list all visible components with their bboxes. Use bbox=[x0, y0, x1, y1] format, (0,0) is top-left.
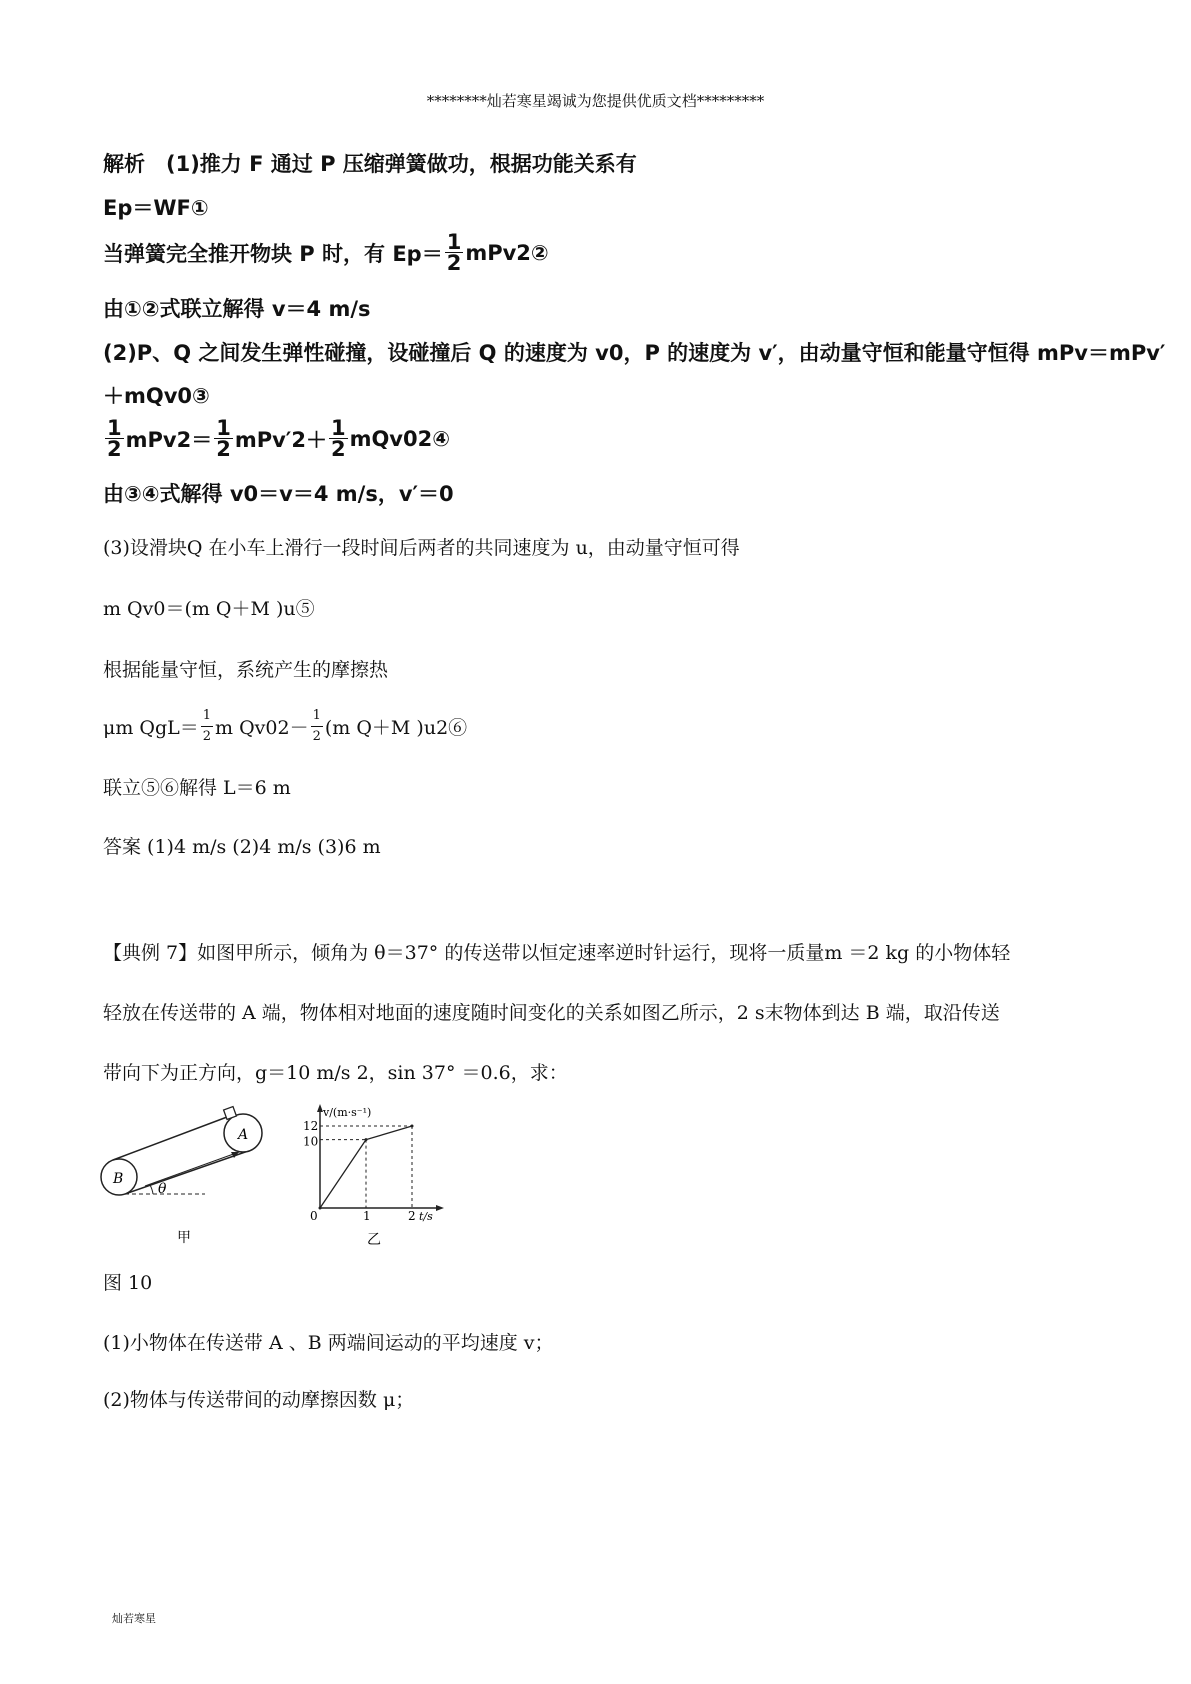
tick-label-1: 1 bbox=[363, 1209, 371, 1223]
solution-line-3 bbox=[103, 232, 549, 273]
x-axis-arrow bbox=[436, 1205, 444, 1211]
figure-number: 图 10 bbox=[103, 1272, 153, 1294]
fraction-numerator: 1 bbox=[330, 416, 346, 440]
page-footer: 灿若寒星 bbox=[112, 1612, 156, 1625]
solution-line-10: m Qv0＝(m Q＋M )u⑤ bbox=[103, 598, 315, 620]
caption-yi: 乙 bbox=[367, 1232, 381, 1248]
solution-line-3-post: mPv2② bbox=[465, 240, 549, 265]
fraction-half-e bbox=[311, 706, 323, 747]
solution-line-7-b: mPv′2＋ bbox=[234, 427, 327, 452]
solution-line-12-b: m Qv02－ bbox=[215, 717, 309, 739]
fraction-denominator: 2 bbox=[216, 437, 231, 461]
fraction-numerator: 1 bbox=[201, 706, 213, 727]
solution-line-2: Ep＝WF① bbox=[103, 196, 209, 220]
tick-label-2: 2 bbox=[408, 1209, 416, 1223]
solution-line-12-c: (m Q＋M )u2⑥ bbox=[324, 717, 468, 739]
example-line-1: 【典例 7】如图甲所示，倾角为 θ＝37° 的传送带以恒定速率逆时针运行，现将一质量m ＝2 kg 的小物体轻 bbox=[103, 942, 1011, 964]
conveyor-belt-diagram bbox=[95, 1100, 285, 1250]
solution-line-13: 联立⑤⑥解得 L＝6 m bbox=[103, 777, 291, 799]
solution-line-6: ＋mQv0③ bbox=[103, 384, 210, 408]
chart-guides bbox=[319, 1125, 414, 1210]
fraction-denominator: 2 bbox=[202, 729, 212, 744]
solution-line-7-a: mPv2＝ bbox=[125, 427, 213, 452]
solution-line-5: (2)P、Q 之间发生弹性碰撞，设碰撞后 Q 的速度为 v0，P 的速度为 v′，由动量守恒和能量守恒得 mPv＝mPv′ bbox=[103, 341, 1166, 365]
question-1: (1)小物体在传送带 A 、B 两端间运动的平均速度 v； bbox=[103, 1332, 554, 1354]
fraction-numerator: 1 bbox=[446, 230, 462, 254]
fraction-half-d bbox=[201, 706, 213, 747]
solution-line-12-a: μm QgL＝ bbox=[103, 717, 199, 739]
x-axis-label: t/s bbox=[419, 1210, 433, 1223]
example-line-2: 轻放在传送带的 A 端，物体相对地面的速度随时间变化的关系如图乙所示，2 s末物体到达 B 端，取沿传送 bbox=[103, 1002, 1000, 1024]
fraction-denominator: 2 bbox=[312, 729, 321, 744]
tick-label-0: 0 bbox=[310, 1209, 318, 1223]
tick-label-10: 10 bbox=[303, 1134, 319, 1149]
fraction-numerator: 1 bbox=[107, 416, 122, 440]
example-line-3: 带向下为正方向，g＝10 m/s 2，sin 37° ＝0.6，求： bbox=[103, 1062, 568, 1084]
tick-label-12: 12 bbox=[303, 1119, 319, 1133]
fraction-denominator: 2 bbox=[107, 437, 122, 461]
belt-top-line bbox=[113, 1114, 235, 1160]
belt-bottom-line bbox=[125, 1150, 251, 1194]
question-2: (2)物体与传送带间的动摩擦因数 μ； bbox=[103, 1389, 415, 1411]
label-b: B bbox=[113, 1171, 124, 1187]
fraction-half-b bbox=[214, 418, 233, 459]
solution-line-7-c: mQv02④ bbox=[349, 426, 451, 451]
angle-arc bbox=[150, 1185, 153, 1194]
fraction-numerator: 1 bbox=[216, 416, 231, 440]
solution-line-12 bbox=[103, 706, 467, 747]
y-axis-label: v/(m·s⁻¹) bbox=[323, 1106, 372, 1119]
fraction-half-c bbox=[329, 418, 348, 459]
fraction-denominator: 2 bbox=[330, 437, 346, 461]
velocity-time-chart bbox=[295, 1098, 465, 1250]
solution-line-8: 由③④式解得 v0＝v＝4 m/s，v′＝0 bbox=[103, 482, 454, 506]
fraction-numerator: 1 bbox=[311, 706, 323, 727]
fraction-half-a bbox=[105, 418, 124, 459]
solution-line-3-pre: 当弹簧完全推开物块 P 时，有 Ep＝ bbox=[103, 241, 443, 266]
solution-line-1: 解析 (1)推力 F 通过 P 压缩弹簧做功，根据功能关系有 bbox=[103, 152, 637, 176]
fraction-denominator: 2 bbox=[446, 251, 462, 275]
fraction-half bbox=[445, 232, 464, 273]
solution-line-7 bbox=[103, 418, 450, 459]
angle-label: θ bbox=[158, 1181, 167, 1197]
label-a: A bbox=[238, 1127, 249, 1143]
answer-line: 答案 (1)4 m/s (2)4 m/s (3)6 m bbox=[103, 836, 381, 858]
page-header: ********灿若寒星竭诚为您提供优质文档********* bbox=[426, 92, 765, 110]
solution-line-4: 由①②式联立解得 v＝4 m/s bbox=[103, 297, 371, 321]
solution-line-9: (3)设滑块Q 在小车上滑行一段时间后两者的共同速度为 u，由动量守恒可得 bbox=[103, 537, 740, 559]
caption-jia: 甲 bbox=[177, 1230, 191, 1246]
solution-line-11: 根据能量守恒，系统产生的摩擦热 bbox=[103, 659, 389, 681]
